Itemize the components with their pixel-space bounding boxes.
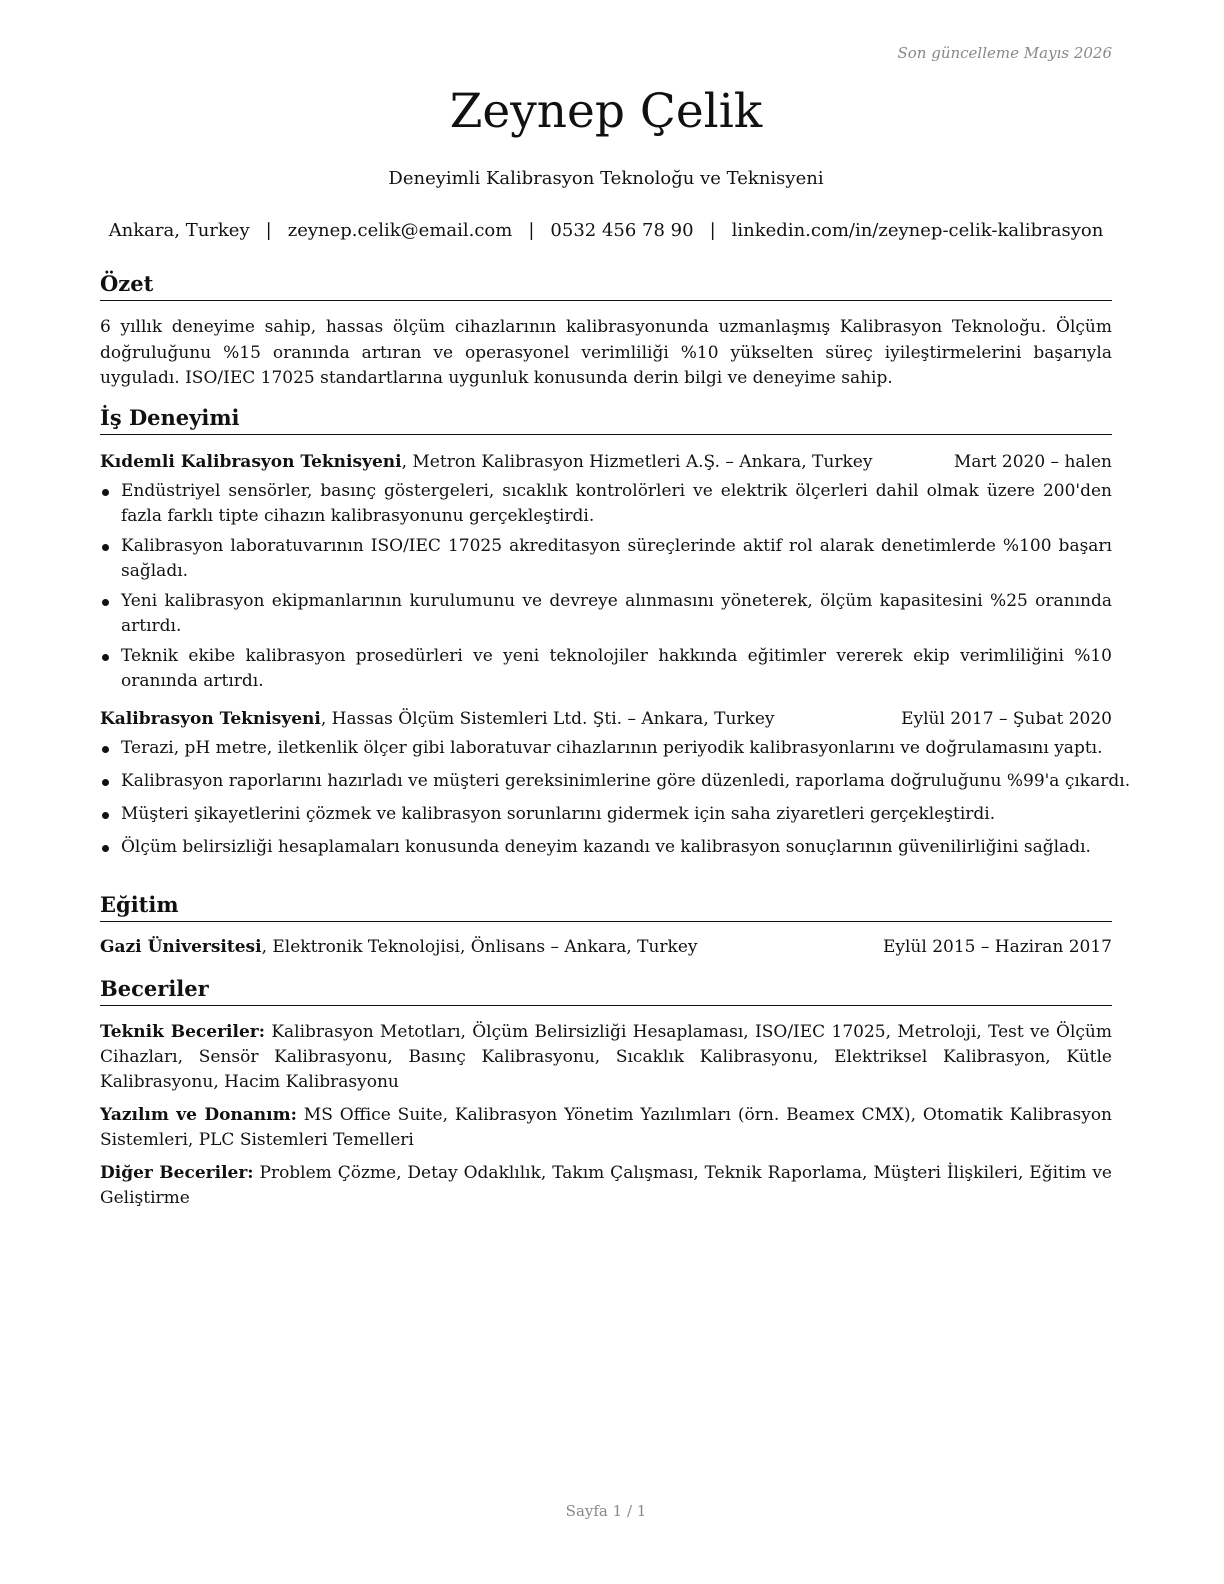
job-dates: Eylül 2017 – Şubat 2020 xyxy=(901,709,1112,729)
skill-group-text: Problem Çözme, Detay Odaklılık, Takım Çalışması, Teknik Raporlama, Müşteri İlişkileri, Eğitim ve Geliştirme xyxy=(100,1163,1112,1208)
bullet-text: Kalibrasyon raporlarını hazırladı ve müşteri gereksinimlerine göre düzenledi, raporlama doğruluğunu %99'a çıkardı. xyxy=(121,771,1131,791)
bullet-icon xyxy=(102,812,109,819)
bullet-text: Yeni kalibrasyon ekipmanlarının kurulumunu ve devreye alınmasını yöneterek, ölçüm kapasitesini %25 oranında artırdı. xyxy=(121,591,1112,636)
contact-line xyxy=(100,220,1112,241)
job-header xyxy=(100,706,1112,732)
skill-group-text: MS Office Suite, Kalibrasyon Yönetim Yazılımları (örn. Beamex CMX), Otomatik Kalibrasyon Sistemleri, PLC Sistemleri Temelleri xyxy=(100,1105,1112,1150)
contact-email[interactable]: zeynep.celik@email.com xyxy=(287,220,513,241)
skill-group-label: Teknik Beceriler: xyxy=(100,1022,265,1042)
job-bullets xyxy=(100,736,1131,860)
job-bullet xyxy=(100,802,1112,827)
job-bullets xyxy=(100,479,1112,694)
contact-phone: 0532 456 78 90 xyxy=(550,220,694,241)
job-bullet xyxy=(100,769,1131,794)
bullet-icon xyxy=(102,779,109,786)
bullet-icon xyxy=(102,654,109,661)
bullet-text: Endüstriyel sensörler, basınç göstergeleri, sıcaklık kontrolörleri ve elektrik ölçerleri dahil olmak üzere 200'den fazla farklı tipte cihazın kalibrasyonunu gerçekleştirdi. xyxy=(121,481,1112,526)
education-heading: Eğitim xyxy=(100,891,1112,922)
skill-group xyxy=(100,1103,1112,1153)
skill-group-label: Yazılım ve Donanım: xyxy=(100,1105,297,1125)
experience-heading: İş Deneyimi xyxy=(100,404,1112,435)
education-section xyxy=(100,891,1112,960)
candidate-name: Zeynep Çelik xyxy=(449,84,763,139)
summary-heading: Özet xyxy=(100,270,1112,301)
bullet-text: Kalibrasyon laboratuvarının ISO/IEC 17025 akreditasyon süreçlerinde aktif rol alarak denetimlerde %100 başarı sağladı. xyxy=(121,536,1112,581)
job-bullet xyxy=(100,479,1112,529)
job-entry xyxy=(100,706,1131,860)
skill-group-label: Diğer Beceriler: xyxy=(100,1163,254,1183)
candidate-title: Deneyimli Kalibrasyon Teknoloğu ve Teknisyeni xyxy=(388,168,824,189)
bullet-icon xyxy=(102,599,109,606)
skills-heading: Beceriler xyxy=(100,975,1112,1006)
education-dates: Eylül 2015 – Haziran 2017 xyxy=(882,937,1112,957)
education-details: , Elektronik Teknolojisi, Önlisans – Ankara, Turkey xyxy=(261,937,698,957)
experience-section xyxy=(100,404,1131,865)
contact-location: Ankara, Turkey xyxy=(108,220,250,241)
job-role: Kalibrasyon Teknisyeni xyxy=(100,709,321,729)
job-header xyxy=(100,449,1112,475)
skill-group-text: Kalibrasyon Metotları, Ölçüm Belirsizliği Hesaplaması, ISO/IEC 17025, Metroloji, Test ve Ölçüm Cihazları, Sensör Kalibrasyonu, Basınç Kalibrasyonu, Sıcaklık Kalibrasyonu, Elektriksel Kalibrasyon, Kütle Kalibrasyonu, Hacim Kalibrasyonu xyxy=(100,1022,1112,1092)
job-bullet xyxy=(100,736,1112,761)
bullet-text: Ölçüm belirsizliği hesaplamaları konusunda deneyim kazandı ve kalibrasyon sonuçlarının güvenilirliğini sağladı. xyxy=(121,837,1091,857)
last-updated: Son güncelleme Mayıs 2026 xyxy=(897,44,1112,62)
skills-section xyxy=(100,975,1112,1211)
job-role: Kıdemli Kalibrasyon Teknisyeni xyxy=(100,452,402,472)
resume-page xyxy=(100,0,1131,1584)
job-bullet xyxy=(100,835,1112,860)
bullet-icon xyxy=(102,845,109,852)
bullet-text: Müşteri şikayetlerini çözmek ve kalibrasyon sorunlarını gidermek için saha ziyaretleri gerçekleştirdi. xyxy=(121,804,996,824)
job-dates: Mart 2020 – halen xyxy=(953,452,1112,472)
bullet-icon xyxy=(102,544,109,551)
summary-text: 6 yıllık deneyime sahip, hassas ölçüm cihazlarının kalibrasyonunda uzmanlaşmış Kalibrasyon Teknoloğu. Ölçüm doğruluğunu %15 oranında artıran ve operasyonel verimliliği %10 yükselten süreç iyileştirmelerini başarıyla uyguladı. ISO/IEC 17025 standartlarına uygunluk konusunda derin bilgi ve deneyime sahip. xyxy=(100,317,1112,388)
page-number: Sayfa 1 / 1 xyxy=(565,1502,647,1520)
job-entry xyxy=(100,449,1112,694)
skill-group xyxy=(100,1020,1112,1095)
bullet-icon xyxy=(102,746,109,753)
job-company: , Metron Kalibrasyon Hizmetleri A.Ş. – Ankara, Turkey xyxy=(401,452,873,472)
contact-linkedin[interactable]: linkedin.com/in/zeynep-celik-kalibrasyon xyxy=(731,220,1104,241)
job-company: , Hassas Ölçüm Sistemleri Ltd. Şti. – Ankara, Turkey xyxy=(320,709,775,729)
bullet-text: Teknik ekibe kalibrasyon prosedürleri ve yeni teknolojiler hakkında eğitimler vererek ekip verimliliğini %10 oranında artırdı. xyxy=(121,646,1112,691)
contact-separator: | xyxy=(265,220,272,241)
bullet-icon xyxy=(102,489,109,496)
education-entry xyxy=(100,934,1112,960)
job-bullet xyxy=(100,534,1112,584)
job-bullet xyxy=(100,644,1112,694)
education-school: Gazi Üniversitesi xyxy=(100,937,262,957)
bullet-text: Terazi, pH metre, iletkenlik ölçer gibi laboratuvar cihazlarının periyodik kalibrasyonlarını ve doğrulamasını yaptı. xyxy=(121,738,1103,758)
job-bullet xyxy=(100,589,1112,639)
contact-separator: | xyxy=(709,220,716,241)
skill-group xyxy=(100,1161,1112,1211)
summary-section xyxy=(100,270,1112,392)
contact-separator: | xyxy=(528,220,535,241)
